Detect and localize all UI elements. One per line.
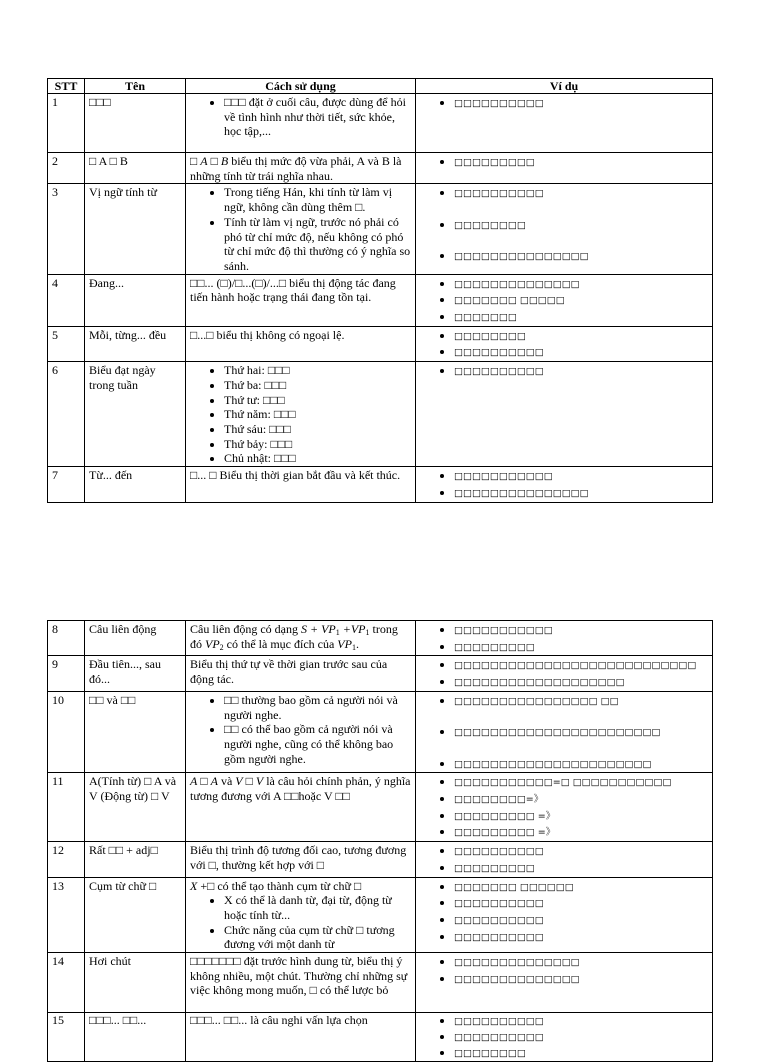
usage-cell [186,467,416,502]
text-run: □□ có thể bao gồm cả người nói và người nghe, cũng có thể không bao gồm người nghe. [224,722,394,766]
example-text: □□□□□□□□□□ [454,1032,544,1044]
usage-bullet [224,923,411,952]
example-text: □□□□□□□□□□ [454,931,544,943]
example-item [454,468,708,485]
example-text: □□□□□□□□□□□ [454,625,553,636]
usage-cell [186,953,416,1013]
example-item [454,622,708,639]
name-cell: Biểu đạt ngày trong tuần [85,362,186,467]
example-item [454,808,708,825]
text-run: Chủ nhật: □□□ [224,451,296,466]
grammar-table-1 [47,78,713,503]
text-run: Thứ bảy: □□□ [224,436,293,451]
example-item [454,693,708,710]
examples-cell [416,842,713,877]
stt-cell: 5 [48,326,85,361]
example-text: □□□□□□□□□□□□□□□□□□□□□□□□□□□ [454,660,697,672]
usage-bullet [224,215,411,274]
italic-run: VP [337,636,352,651]
example-text: □□□□□□□□ [454,330,526,342]
example-text: □□□□□□□□□ [454,641,535,653]
header-row [48,79,713,94]
example-item [454,328,708,345]
table-row [48,467,713,502]
usage-text [190,774,411,803]
text-run: □...□ biểu thị không có ngoại lệ. [190,327,345,342]
example-text: □□□□□□□□□□ [454,98,544,109]
example-text: □□□□□□□□ [454,1048,526,1060]
text-run: Chức năng của cụm từ chữ □ tương đương với một danh từ [224,922,395,952]
usage-bullet [224,363,411,378]
name-cell: □□□ [85,94,186,153]
text-run: □□□□□□□ đặt trước hình dung từ, biểu thị ý không nhiều, một chút. Thường chỉ những sự việc không mong muốn, □ có thể lược bỏ [190,954,408,998]
example-item [454,248,708,265]
usage-text [190,1013,411,1027]
italic-run: S + VP [300,622,336,636]
example-text: □□□□□□□□□ =》 [454,810,556,822]
example-text: □□□□□□□□□ [454,862,535,874]
text-run: Tính từ làm vị ngữ, trước nó phải có phó từ chỉ mức độ, nếu không có phó từ chỉ mức độ thì thường có ý nghĩa so sánh. [224,214,411,273]
example-list [420,363,708,380]
text-run: □... □ Biểu thị thời gian bắt đầu và kết thúc. [190,468,401,483]
table-row [48,842,713,877]
text-run: □ [242,774,256,789]
text-run: là câu hỏi chính phản, ý nghĩa tương đương với A □□hoặc V □□ [190,774,411,803]
example-text: □□□□□□□□□□□□□□ [454,278,580,290]
table-row [48,656,713,691]
header-examples: Ví dụ [416,79,713,94]
usage-bullet [224,95,411,139]
usage-bullets [190,693,411,767]
text-run: □□□ đặt ở cuối câu, được dùng để hỏi về tình hình như thời tiết, sức khỏe, học tập,... [224,95,406,139]
example-item [454,929,708,946]
example-item [454,1029,708,1045]
example-list [420,1013,708,1061]
name-cell: Đầu tiên..., sau đó... [85,656,186,691]
table-row [48,184,713,274]
example-item [454,879,708,896]
table-row [48,326,713,361]
usage-cell [186,842,416,877]
example-text: □□□□□□□□□□□□□□□ [454,251,589,263]
usage-text [190,622,411,651]
examples-cell [416,1013,713,1062]
examples-cell [416,94,713,153]
stt-cell: 13 [48,877,85,953]
table-body [48,621,713,1062]
usage-cell [186,691,416,772]
example-text: □□□□□□□□□□□□□□□□ □□ [454,695,619,707]
example-text: □□□□□□□ □□□□□ [454,295,565,307]
examples-cell [416,953,713,1013]
text-run: □□ thường bao gồm cả người nói và người nghe. [224,692,398,722]
example-text: □□□□□□□ □□□□□□ [454,881,574,893]
name-cell: Mỗi, từng... đều [85,326,186,361]
example-item [454,1045,708,1061]
text-run: +□ có thể tạo thành cụm từ chữ □ [197,878,362,893]
example-text: □□□□□□□□□□□□□□ [454,973,580,985]
example-item [454,154,708,171]
example-item [454,639,708,656]
usage-cell [186,656,416,691]
usage-bullet [224,378,411,393]
example-list [420,657,708,690]
example-item [454,724,708,741]
usage-text [190,154,411,183]
examples-cell [416,274,713,326]
example-item [454,954,708,971]
text-run: Biểu thị trình độ tương đối cao, tương đương với □, thường kết hợp với □ [190,843,407,872]
text-run: X có thể là danh từ, đại từ, động từ hoặc tính từ... [224,893,392,922]
example-item [454,217,708,234]
stt-cell: 4 [48,274,85,326]
text-run: Thứ ba: □□□ [224,377,287,392]
example-item [454,276,708,293]
usage-cell [186,326,416,361]
table-row [48,1013,713,1062]
text-run: Thứ hai: □□□ [224,363,290,378]
italic-run: VP [205,636,220,651]
italic-run: X [190,878,198,893]
text-run: Thứ năm: □□□ [224,407,296,422]
header-name: Tên [85,79,186,94]
italic-run: V [235,774,243,789]
subscript-run: 2 [219,642,224,652]
example-list [420,276,708,326]
example-text: □□□□□□□□ [454,219,526,231]
usage-bullet [224,693,411,722]
examples-cell [416,773,713,842]
examples-cell [416,656,713,691]
italic-run: A [200,154,208,168]
usage-cell [186,94,416,153]
usage-text [190,657,411,686]
text-run: □ [197,774,211,789]
examples-cell [416,621,713,656]
stt-cell: 8 [48,621,85,656]
example-list [420,774,708,841]
example-list [420,185,708,264]
usage-bullets [190,363,411,466]
italic-run: V [255,774,264,789]
example-text: □□□□□□□□□ [454,157,535,168]
example-list [420,954,708,987]
example-item [454,774,708,791]
text-run: Thứ sáu: □□□ [224,421,291,436]
text-run: Biểu thị thứ tự về thời gian trước sau của động tác. [190,657,388,687]
table-row [48,773,713,842]
example-list [420,95,708,112]
table-row [48,877,713,953]
text-run: Thứ tư: □□□ [224,392,285,407]
examples-cell [416,362,713,467]
usage-bullets [190,95,411,139]
examples-cell [416,691,713,772]
example-item [454,971,708,988]
usage-cell [186,1013,416,1062]
text-run: Trong tiếng Hán, khi tính từ làm vị ngữ, không cần dùng thêm □. [224,185,393,215]
stt-cell: 14 [48,953,85,1013]
subscript-run: 1 [351,642,356,652]
table-body [48,94,713,503]
table-row [48,274,713,326]
usage-text [190,276,411,305]
example-item [454,895,708,912]
example-item [454,791,708,808]
usage-cell [186,184,416,274]
example-list [420,622,708,655]
example-text: □□□□□□□□□□□□□□□□□□□□□□□ [454,727,661,739]
text-run: và [217,774,236,789]
example-text: □□□□□□□□□□□□□□□□□□□□□□ [454,758,652,770]
usage-bullet [224,451,411,466]
stt-cell: 12 [48,842,85,877]
usage-cell [186,621,416,656]
table-row [48,153,713,184]
usage-cell [186,274,416,326]
example-text: □□□□□□□□□□ [454,366,544,378]
example-item [454,657,708,674]
stt-cell: 1 [48,94,85,153]
header-stt: STT [48,79,85,94]
example-item [454,95,708,112]
table-header [48,79,713,94]
usage-bullet [224,422,411,437]
example-item [454,912,708,929]
italic-run: A [210,774,218,789]
stt-cell: 9 [48,656,85,691]
usage-bullet [224,437,411,452]
usage-text [190,879,411,894]
name-cell: Cụm từ chữ □ [85,877,186,953]
subscript-run: 1 [365,628,370,637]
example-item [454,185,708,202]
usage-bullet [224,722,411,766]
name-cell: □□□... □□... [85,1013,186,1062]
example-item [454,824,708,841]
example-text: □□□□□□□□□□□□□□□ [454,487,589,499]
usage-text [190,468,411,483]
examples-cell [416,877,713,953]
usage-bullet [224,407,411,422]
example-item [454,1013,708,1029]
example-list [420,154,708,171]
name-cell: Đang... [85,274,186,326]
stt-cell: 2 [48,153,85,184]
text-run: có thể là mục đích của [223,636,338,651]
text-run: . [355,636,359,651]
name-cell: A(Tính từ) □ A và V (Động từ) □ V [85,773,186,842]
stt-cell: 6 [48,362,85,467]
usage-cell [186,877,416,953]
text-run: Câu liên động có dạng [190,622,301,636]
stt-cell: 11 [48,773,85,842]
example-text: □□□□□□□□□□□ [454,471,553,483]
name-cell: Từ... đến [85,467,186,502]
name-cell: □□ và □□ [85,691,186,772]
examples-cell [416,467,713,502]
example-list [420,693,708,772]
table-row [48,94,713,153]
usage-bullets [190,893,411,952]
example-text: □□□□□□□□□ =》 [454,827,556,839]
example-item [454,756,708,773]
usage-cell [186,362,416,467]
stt-cell: 10 [48,691,85,772]
example-list [420,843,708,876]
example-text: □□□□□□□□□□□□□□□□□□□ [454,677,625,689]
stt-cell: 15 [48,1013,85,1062]
text-run: biểu thị mức độ vừa phải, A và B là những tính từ trái nghĩa nhau. [190,154,402,183]
italic-run: A [190,774,198,789]
italic-run: +VP [339,622,366,636]
example-text: □□□□□□□□□□ [454,898,544,910]
table-row [48,953,713,1013]
example-item [454,674,708,691]
subscript-run: 1 [335,628,340,637]
usage-bullet [224,185,411,214]
example-list [420,879,708,946]
example-text: □□□□□□□□□□□=□ □□□□□□□□□□□ [454,777,672,789]
table-row [48,691,713,772]
example-text: □□□□□□□□□□ [454,188,544,200]
usage-cell [186,773,416,842]
example-text: □□□□□□□ [454,312,517,324]
usage-bullet [224,393,411,408]
text-run: trong đó [190,622,398,651]
name-cell: Rất □□ + adj□ [85,842,186,877]
examples-cell [416,326,713,361]
text-run: □ [207,154,221,168]
usage-text [190,328,411,343]
text-run: □ [190,154,201,168]
table-row [48,362,713,467]
example-item [454,363,708,380]
example-text: □□□□□□□□□□ [454,846,544,858]
usage-cell [186,153,416,184]
usage-text [190,954,411,998]
example-text: □□□□□□□□=》 [454,794,544,805]
examples-cell [416,153,713,184]
examples-cell [416,184,713,274]
example-text: □□□□□□□□□□ [454,347,544,359]
example-item [454,485,708,502]
example-text: □□□□□□□□□□□□□□ [454,957,580,969]
name-cell: Vị ngữ tính từ [85,184,186,274]
example-item [454,344,708,361]
example-list [420,468,708,501]
example-item [454,292,708,309]
name-cell: Câu liên động [85,621,186,656]
usage-text [190,843,411,872]
example-text: □□□□□□□□□□ [454,1016,544,1028]
example-item [454,843,708,860]
name-cell: □ A □ B [85,153,186,184]
name-cell: Hơi chút [85,953,186,1013]
text-run: □□□... □□... là câu nghi vấn lựa chọn [190,1013,368,1028]
example-list [420,328,708,361]
example-item [454,309,708,326]
grammar-table-2 [47,620,713,1062]
header-usage: Cách sử dụng [186,79,416,94]
usage-bullets [190,185,411,273]
stt-cell: 7 [48,467,85,502]
table-row [48,621,713,656]
usage-bullet [224,893,411,922]
example-item [454,860,708,877]
italic-run: B [220,154,229,168]
stt-cell: 3 [48,184,85,274]
text-run: □□... (□)/□...(□)/...□ biểu thị động tác đang tiến hành hoặc trạng thái đang tồn tại. [190,275,396,305]
example-text: □□□□□□□□□□ [454,914,544,926]
